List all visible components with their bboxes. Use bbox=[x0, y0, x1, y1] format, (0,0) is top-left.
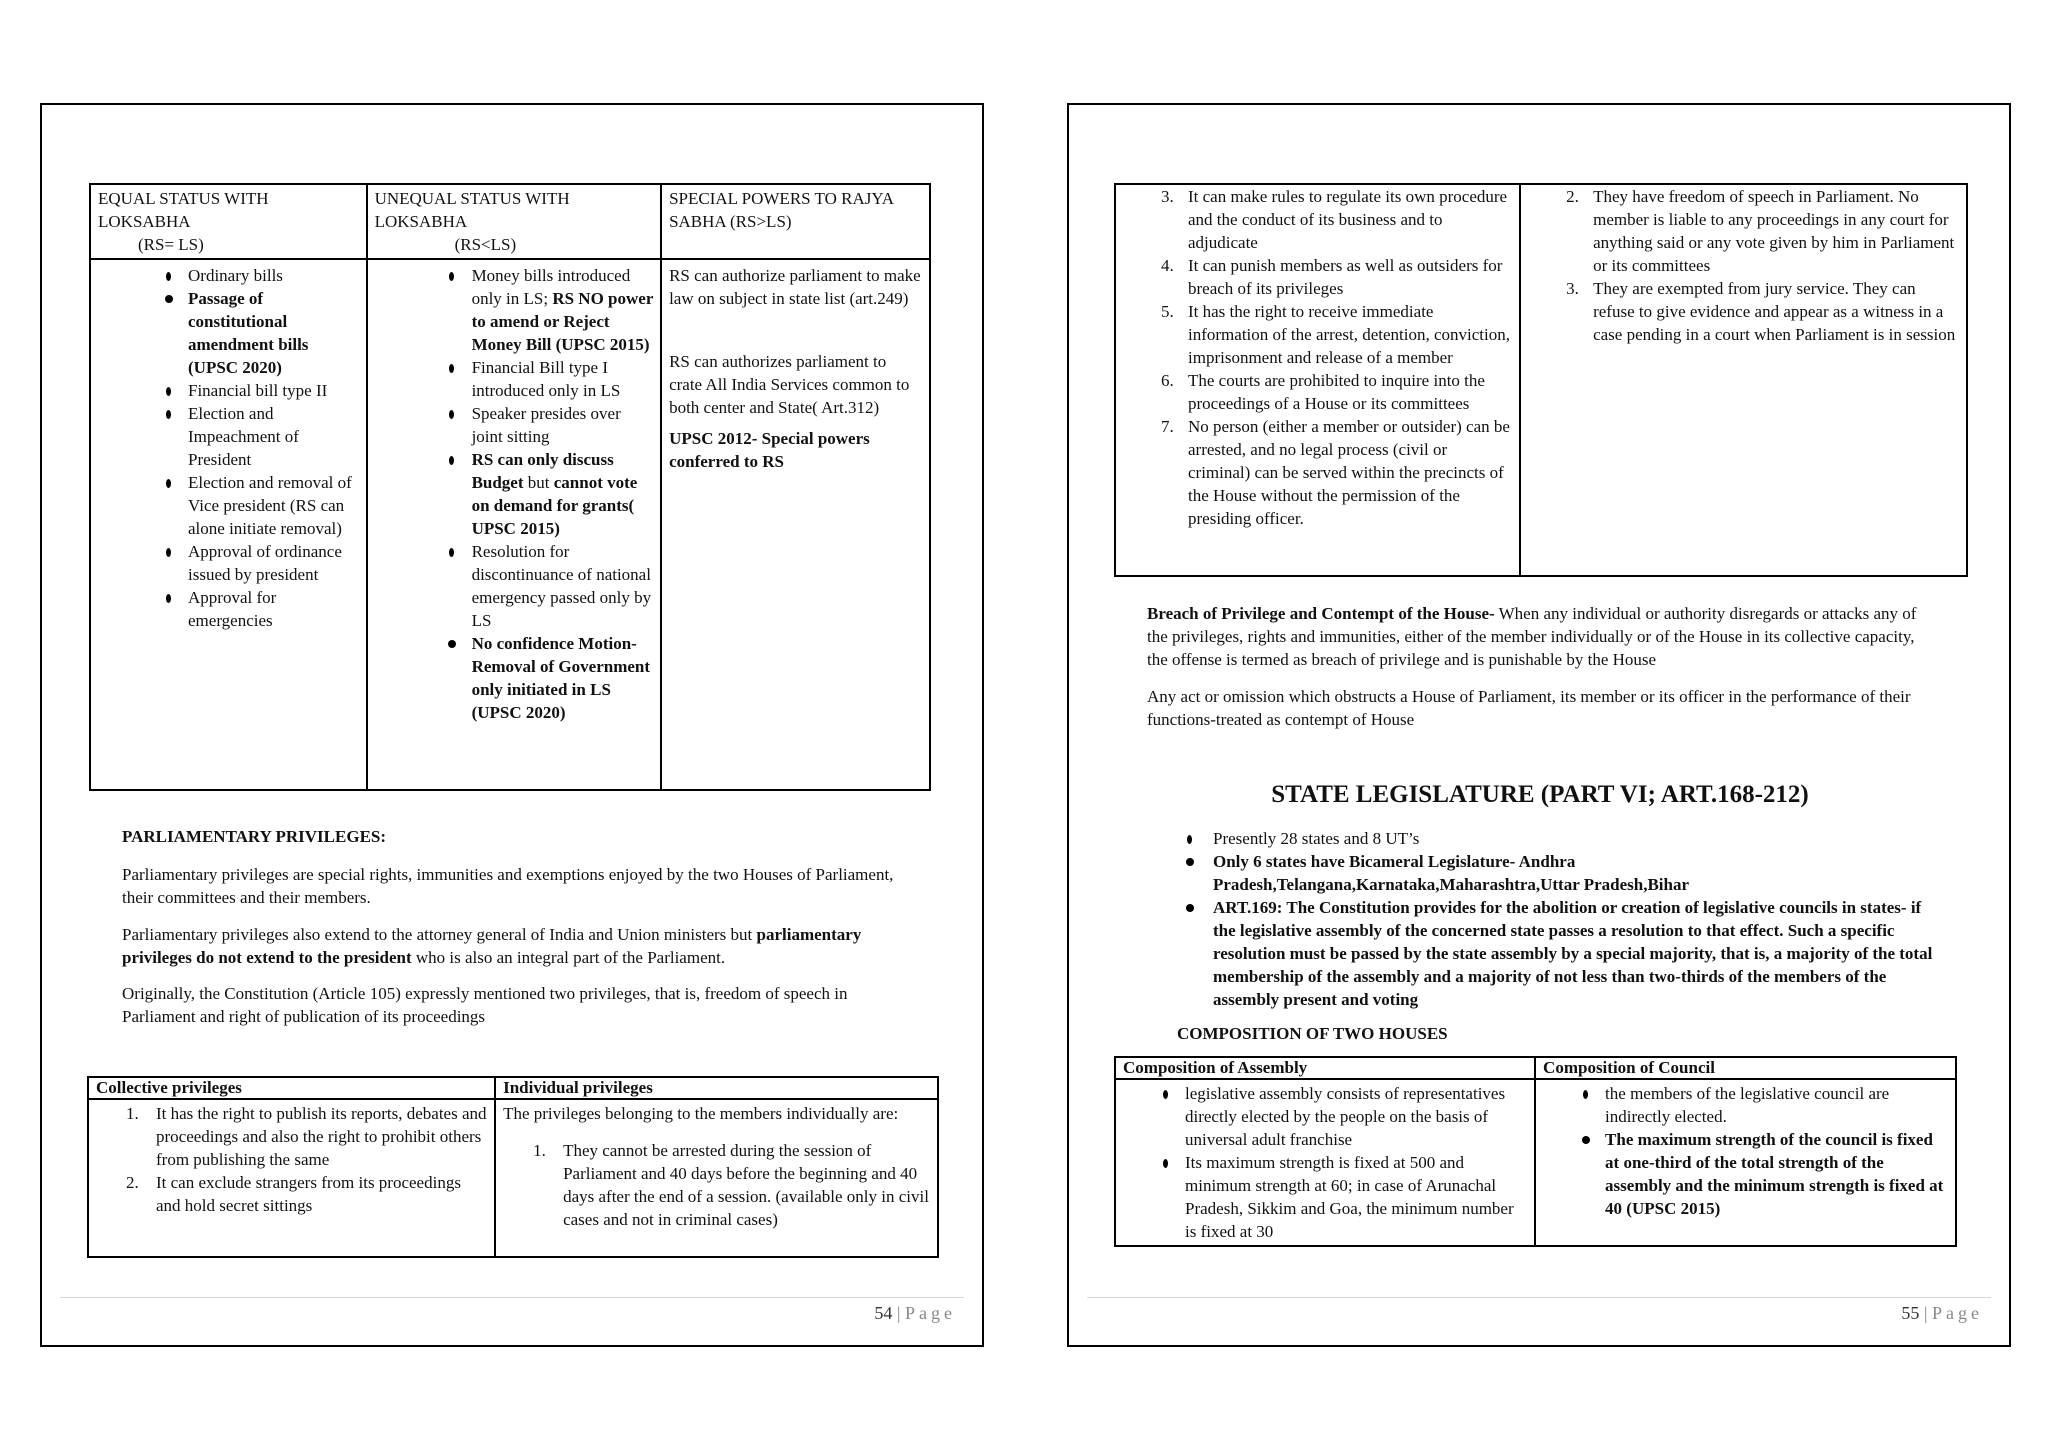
special-power-text: RS can authorizes parliament to crate All India Services common to both center and State( Art.312) bbox=[669, 352, 910, 417]
privileges-table-body-row bbox=[88, 1099, 938, 1257]
list-item: Approval of ordinance issued by president bbox=[98, 540, 359, 586]
status-table-header-row bbox=[90, 184, 930, 259]
header-text: UNEQUAL STATUS WITH bbox=[374, 189, 570, 208]
state-legislature-heading: STATE LEGISLATURE (PART VI; ART.168-212) bbox=[1271, 781, 1809, 808]
list-item bbox=[96, 1102, 487, 1171]
list-number: 2. bbox=[1566, 187, 1579, 206]
text-run: Money bills introduced only in LS; bbox=[471, 266, 631, 308]
list-number: 5. bbox=[1161, 302, 1174, 321]
list-number: 1. bbox=[126, 1104, 139, 1123]
header-text: SPECIAL POWERS TO RAJYA bbox=[669, 189, 895, 208]
page-separator: | bbox=[896, 1303, 901, 1323]
text-run-bold: RS NO power to amend or Reject Money Bill (UPSC 2015) bbox=[471, 289, 654, 354]
council-cell bbox=[1535, 1079, 1956, 1246]
privileges-continued-row bbox=[1115, 184, 1967, 576]
equal-status-list bbox=[98, 264, 359, 632]
list-number: 3. bbox=[1161, 187, 1174, 206]
list-item: Financial bill type II bbox=[98, 379, 359, 402]
text-run-bold: parliamentary privileges do not extend to the president bbox=[122, 925, 862, 967]
footer-divider bbox=[1087, 1297, 1991, 1298]
list-item bbox=[96, 1171, 487, 1217]
header-unequal-status bbox=[367, 184, 662, 259]
collective-privileges-list bbox=[96, 1102, 487, 1217]
composition-table bbox=[1114, 1056, 1957, 1247]
list-item bbox=[1123, 369, 1512, 415]
list-item: Resolution for discontinuance of national emergency passed only by LS bbox=[375, 540, 654, 632]
list-item: Only 6 states have Bicameral Legislature- Andhra Pradesh,Telangana,Karnataka,Maharashtra,Uttar Pradesh,Bihar bbox=[1181, 850, 1941, 896]
breach-paragraph bbox=[1147, 602, 1937, 671]
list-item bbox=[503, 1139, 930, 1231]
individual-privileges-list bbox=[1528, 185, 1959, 346]
state-legislature-list bbox=[1181, 827, 1941, 1011]
special-powers-cell bbox=[661, 259, 930, 790]
list-text: It can exclude strangers from its proceedings and hold secret sittings bbox=[156, 1173, 461, 1215]
header-collective-privileges: Collective privileges bbox=[88, 1077, 495, 1099]
list-text: No person (either a member or outsider) can be arrested, and no legal process (civil or criminal) can be served within the precincts of the House without the permission of the presiding officer. bbox=[1188, 417, 1510, 528]
text-run: who is also an integral part of the Parliament. bbox=[411, 948, 726, 967]
list-item: ART.169: The Constitution provides for the abolition or creation of legislative councils in states- if the legislative assembly of the concerned state passes a resolution to that effect. Such a specific resolution must be passed by the state assembly by a special majority, that is, a majority of the total membership of the assembly and a majority of not less than two-thirds of the members of the assembly present and voting bbox=[1181, 896, 1941, 1011]
council-list bbox=[1543, 1082, 1948, 1220]
composition-table-body-row bbox=[1115, 1079, 1956, 1246]
footer-divider bbox=[60, 1297, 964, 1298]
privileges-table-header-row bbox=[88, 1077, 938, 1099]
list-item bbox=[1528, 277, 1959, 346]
list-item bbox=[1123, 254, 1512, 300]
list-item: No confidence Motion- Removal of Government only initiated in LS (UPSC 2020) bbox=[375, 632, 654, 724]
unequal-status-cell bbox=[367, 259, 662, 790]
page-separator: | bbox=[1923, 1303, 1928, 1323]
list-text: It has the right to publish its reports, debates and proceedings and also the right to prohibit others from publishing the same bbox=[156, 1104, 487, 1169]
list-item: Election and removal of Vice president (RS can alone initiate removal) bbox=[98, 471, 359, 540]
header-council: Composition of Council bbox=[1535, 1057, 1956, 1079]
text-run: but bbox=[523, 473, 554, 492]
list-item: legislative assembly consists of representatives directly elected by the people on the basis of universal adult franchise bbox=[1123, 1082, 1527, 1151]
unequal-status-list bbox=[375, 264, 654, 724]
list-item bbox=[1528, 185, 1959, 277]
header-text: (RS= LS) bbox=[138, 235, 204, 254]
page-number: 54 bbox=[874, 1303, 893, 1323]
text-run: Parliamentary privileges also extend to the attorney general of India and Union ministers but bbox=[122, 925, 757, 944]
composition-heading: COMPOSITION OF TWO HOUSES bbox=[1177, 1024, 1448, 1043]
list-item bbox=[375, 448, 654, 540]
composition-table-header-row bbox=[1115, 1057, 1956, 1079]
list-number: 7. bbox=[1161, 417, 1174, 436]
header-assembly: Composition of Assembly bbox=[1115, 1057, 1535, 1079]
privileges-paragraph: Originally, the Constitution (Article 105) expressly mentioned two privileges, that is, freedom of speech in Parliament and right of publication of its proceedings bbox=[122, 984, 848, 1026]
list-item: Approval for emergencies bbox=[98, 586, 359, 632]
header-text: (RS<LS) bbox=[454, 235, 517, 254]
header-text: EQUAL STATUS WITH bbox=[98, 189, 269, 208]
list-item: Passage of constitutional amendment bills (UPSC 2020) bbox=[98, 287, 359, 379]
text-run-bold: cannot vote on demand for grants( UPSC 2015) bbox=[471, 473, 638, 538]
privileges-paragraph: Parliamentary privileges are special rights, immunities and exemptions enjoyed by the two Houses of Parliament, their committees and their members. bbox=[122, 865, 894, 907]
page-54 bbox=[40, 103, 984, 1347]
page-number: 55 bbox=[1901, 1303, 1920, 1323]
list-number: 2. bbox=[126, 1173, 139, 1192]
header-equal-status bbox=[90, 184, 367, 259]
page-number-footer bbox=[874, 1303, 956, 1324]
header-special-powers bbox=[661, 184, 930, 259]
list-item: The maximum strength of the council is fixed at one-third of the total strength of the assembly and the minimum strength is fixed at 40 (UPSC 2015) bbox=[1543, 1128, 1948, 1220]
contempt-paragraph: Any act or omission which obstructs a House of Parliament, its member or its officer in the performance of their functions-treated as contempt of House bbox=[1147, 687, 1911, 729]
privileges-heading: PARLIAMENTARY PRIVILEGES: bbox=[122, 827, 387, 846]
text-run-bold: RS can only discuss Budget bbox=[471, 450, 614, 492]
list-item: Presently 28 states and 8 UT’s bbox=[1181, 827, 1941, 850]
list-item bbox=[1123, 185, 1512, 254]
text-run: When any individual or authority disregards or attacks any of the privileges, rights and immunities, either of the member individually or of the House in its collective capacity, the offense is termed as breach of privilege and is punishable by the House bbox=[1147, 604, 1917, 669]
header-individual-privileges: Individual privileges bbox=[495, 1077, 938, 1099]
special-power-text: RS can authorize parliament to make law on subject in state list (art.249) bbox=[669, 266, 921, 308]
list-item bbox=[375, 264, 654, 356]
status-table-body-row bbox=[90, 259, 930, 790]
list-item bbox=[1123, 415, 1512, 530]
page-word: Page bbox=[1932, 1303, 1983, 1323]
header-text: SABHA (RS>LS) bbox=[669, 212, 792, 231]
privileges-table bbox=[87, 1076, 939, 1258]
rs-ls-status-table bbox=[89, 183, 931, 791]
individual-privileges-cell bbox=[495, 1099, 938, 1257]
page-word: Page bbox=[905, 1303, 956, 1323]
text-run-bold: Breach of Privilege and Contempt of the House- bbox=[1147, 604, 1495, 623]
page-number-footer bbox=[1901, 1303, 1983, 1324]
assembly-cell bbox=[1115, 1079, 1535, 1246]
collective-privileges-continued-cell bbox=[1115, 184, 1520, 576]
privileges-continued-table bbox=[1114, 183, 1968, 577]
list-text: It can make rules to regulate its own procedure and the conduct of its business and to adjudicate bbox=[1188, 187, 1508, 252]
list-text: They have freedom of speech in Parliament. No member is liable to any proceedings in any court for anything said or any vote given by him in Parliament or its committees bbox=[1593, 187, 1955, 275]
list-item bbox=[1123, 300, 1512, 369]
privileges-paragraph bbox=[122, 923, 902, 969]
list-item: Speaker presides over joint sitting bbox=[375, 402, 654, 448]
list-number: 1. bbox=[533, 1141, 546, 1160]
list-text: They are exempted from jury service. They can refuse to give evidence and appear as a witness in a case pending in a court when Parliament is in session bbox=[1593, 279, 1956, 344]
header-text: LOKSABHA bbox=[374, 212, 468, 231]
header-text: LOKSABHA bbox=[98, 212, 191, 231]
list-item: the members of the legislative council are indirectly elected. bbox=[1543, 1082, 1948, 1128]
list-number: 4. bbox=[1161, 256, 1174, 275]
list-item: Ordinary bills bbox=[98, 264, 359, 287]
collective-privileges-cell bbox=[88, 1099, 495, 1257]
page-55 bbox=[1067, 103, 2011, 1347]
list-text: It has the right to receive immediate information of the arrest, detention, conviction, imprisonment and release of a member bbox=[1188, 302, 1510, 367]
list-text: The courts are prohibited to inquire into the proceedings of a House or its committees bbox=[1188, 371, 1485, 413]
list-number: 3. bbox=[1566, 279, 1579, 298]
individual-privileges-intro: The privileges belonging to the members individually are: bbox=[503, 1104, 899, 1123]
list-text: They cannot be arrested during the session of Parliament and 40 days before the beginning and 40 days after the end of a session. (available only in civil cases and not in criminal cases) bbox=[563, 1141, 929, 1229]
list-item: Election and Impeachment of President bbox=[98, 402, 359, 471]
collective-privileges-list bbox=[1123, 185, 1512, 530]
list-item: Its maximum strength is fixed at 500 and minimum strength at 60; in case of Arunachal Pradesh, Sikkim and Goa, the minimum number is fixed at 30 bbox=[1123, 1151, 1527, 1243]
list-number: 6. bbox=[1161, 371, 1174, 390]
individual-privileges-continued-cell bbox=[1520, 184, 1967, 576]
special-power-text: UPSC 2012- Special powers conferred to RS bbox=[669, 429, 870, 471]
list-item: Financial Bill type I introduced only in LS bbox=[375, 356, 654, 402]
assembly-list bbox=[1123, 1082, 1527, 1243]
equal-status-cell bbox=[90, 259, 367, 790]
list-text: It can punish members as well as outsiders for breach of its privileges bbox=[1188, 256, 1503, 298]
